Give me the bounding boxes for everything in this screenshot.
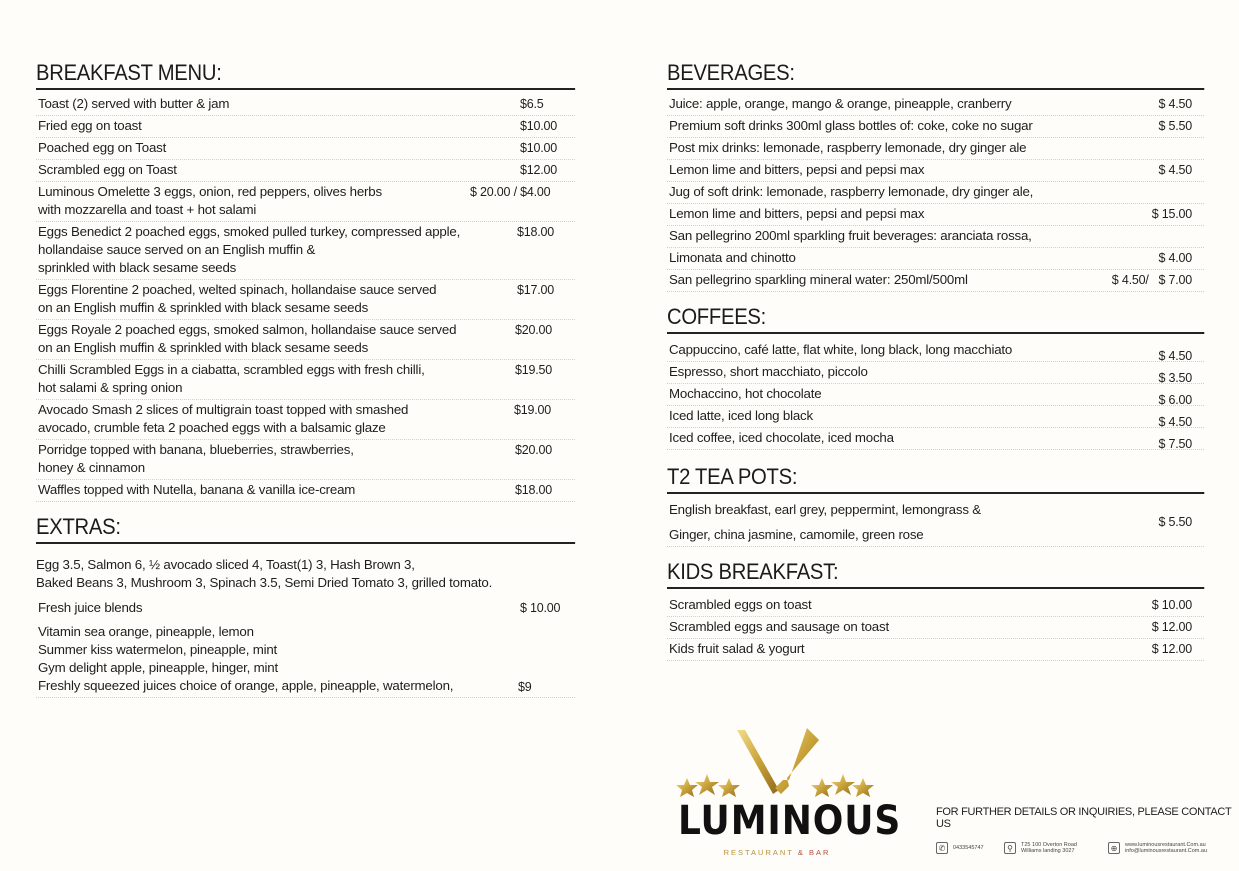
menu-item: Scrambled egg on Toast $12.00 bbox=[36, 160, 575, 182]
location-pin-icon: ⚲ bbox=[1004, 842, 1016, 854]
menu-item: Lemon lime and bitters, pepsi and pepsi max $ 15.00 bbox=[667, 204, 1204, 226]
phone-icon: ✆ bbox=[936, 842, 948, 854]
tea-item: English breakfast, earl grey, peppermint, lemongrass & Ginger, china jasmine, camomile, green rose $ 5.50 bbox=[667, 500, 1204, 547]
menu-item: Eggs Royale 2 poached eggs, smoked salmon, hollandaise sauce served on an English muffin & sprinkled with black sesame seeds $20.00 bbox=[36, 320, 575, 360]
coffees-list bbox=[667, 340, 1204, 450]
menu-item: Lemon lime and bitters, pepsi and pepsi max $ 4.50 bbox=[667, 160, 1204, 182]
menu-item: Scrambled eggs on toast $ 10.00 bbox=[667, 595, 1204, 617]
extras-list bbox=[36, 544, 575, 598]
beverages-heading: BEVERAGES: bbox=[667, 60, 1204, 90]
fork-icon bbox=[775, 728, 819, 794]
menu-item: Cappuccino, café latte, flat white, long black, long macchiato $ 4.50 bbox=[667, 340, 1204, 362]
right-column bbox=[667, 60, 1204, 661]
globe-icon: ⊕ bbox=[1108, 842, 1120, 854]
menu-item: Avocado Smash 2 slices of multigrain toast topped with smashed avocado, crumble feta 2 poached eggs with a balsamic glaze $19.00 bbox=[36, 400, 575, 440]
coffees-heading: COFFEES: bbox=[667, 304, 1204, 334]
menu-item: Waffles topped with Nutella, banana & vanilla ice-cream $18.00 bbox=[36, 480, 575, 502]
menu-item: San pellegrino sparkling mineral water: 250ml/500ml $ 4.50/ $ 7.00 bbox=[667, 270, 1204, 292]
breakfast-heading: BREAKFAST MENU: bbox=[36, 60, 575, 90]
contact-address: ⚲ T25 100 Overton Road Williams landing 3027 bbox=[1004, 842, 1077, 854]
stars-right-icon bbox=[811, 774, 874, 797]
menu-item: Poached egg on Toast $10.00 bbox=[36, 138, 575, 160]
extras-heading: EXTRAS: bbox=[36, 514, 575, 544]
menu-item: Chilli Scrambled Eggs in a ciabatta, scrambled eggs with fresh chilli, hot salami & spring onion $19.50 bbox=[36, 360, 575, 400]
contact-heading: FOR FURTHER DETAILS OR INQUIRIES, PLEASE CONTACT US bbox=[936, 806, 1232, 830]
menu-item: Eggs Benedict 2 poached eggs, smoked pulled turkey, compressed apple, hollandaise sauce served on an English muffin & sprinkled with black sesame seeds $18.00 bbox=[36, 222, 575, 280]
menu-item: Post mix drinks: lemonade, raspberry lemonade, dry ginger ale bbox=[667, 138, 1204, 160]
menu-item: Juice: apple, orange, mango & orange, pineapple, cranberry $ 4.50 bbox=[667, 94, 1204, 116]
kids-list bbox=[667, 595, 1204, 661]
menu-item: Kids fruit salad & yogurt $ 12.00 bbox=[667, 639, 1204, 661]
menu-item: Scrambled eggs and sausage on toast $ 12.00 bbox=[667, 617, 1204, 639]
menu-item: Jug of soft drink: lemonade, raspberry lemonade, dry ginger ale, bbox=[667, 182, 1204, 204]
stars-left-icon bbox=[676, 774, 740, 797]
breakfast-list bbox=[36, 94, 575, 502]
contact-phone: ✆ 0433545747 bbox=[936, 842, 984, 854]
menu-item: Limonata and chinotto $ 4.00 bbox=[667, 248, 1204, 270]
menu-item: Porridge topped with banana, blueberries, strawberries, honey & cinnamon $20.00 bbox=[36, 440, 575, 480]
menu-item: Iced coffee, iced chocolate, iced mocha $ 7.50 bbox=[667, 428, 1204, 450]
left-column bbox=[36, 60, 575, 698]
tea-heading: T2 TEA POTS: bbox=[667, 464, 1204, 494]
restaurant-logo bbox=[667, 728, 902, 860]
menu-item: San pellegrino 200ml sparkling fruit beverages: aranciata rossa, bbox=[667, 226, 1204, 248]
logo-tagline: RESTAURANT & BAR bbox=[723, 848, 831, 857]
contact-web: ⊕ www.luminousrestaurant.Com.au info@luminousrestaurant.Com.au bbox=[1108, 842, 1207, 854]
menu-item: Toast (2) served with butter & jam $6.5 bbox=[36, 94, 575, 116]
menu-item: Fried egg on toast $10.00 bbox=[36, 116, 575, 138]
menu-item: Mochaccino, hot chocolate $ 6.00 bbox=[667, 384, 1204, 406]
logo-wordmark: LUMINOUS bbox=[678, 798, 902, 844]
menu-item: Premium soft drinks 300ml glass bottles of: coke, coke no sugar $ 5.50 bbox=[667, 116, 1204, 138]
kids-heading: KIDS BREAKFAST: bbox=[667, 559, 1204, 589]
beverages-list bbox=[667, 94, 1204, 292]
knife-icon bbox=[737, 730, 779, 794]
extras-line: Egg 3.5, Salmon 6, ½ avocado sliced 4, Toast(1) 3, Hash Brown 3, bbox=[36, 557, 415, 572]
juice-blends: Vitamin sea orange, pineapple, lemon Summer kiss watermelon, pineapple, mint Gym delight apple, pineapple, hinger, mint Freshly squeezed juices choice of orange, apple, pineapple, watermelon, $9 bbox=[36, 619, 575, 698]
menu-item: Iced latte, iced long black $ 4.50 bbox=[667, 406, 1204, 428]
extras-line: Baked Beans 3, Mushroom 3, Spinach 3.5, Semi Dried Tomato 3, grilled tomato. bbox=[36, 575, 493, 590]
juice-blends-header: Fresh juice blends $ 10.00 bbox=[38, 600, 561, 615]
menu-item: Eggs Florentine 2 poached, welted spinach, hollandaise sauce served on an English muffin & sprinkled with black sesame seeds $17.00 bbox=[36, 280, 575, 320]
contact-details bbox=[936, 842, 1226, 860]
menu-item: Espresso, short macchiato, piccolo $ 3.50 bbox=[667, 362, 1204, 384]
menu-item: Luminous Omelette 3 eggs, onion, red peppers, olives herbs with mozzarella and toast + hot salami $ 20.00 / $4.00 bbox=[36, 182, 575, 222]
